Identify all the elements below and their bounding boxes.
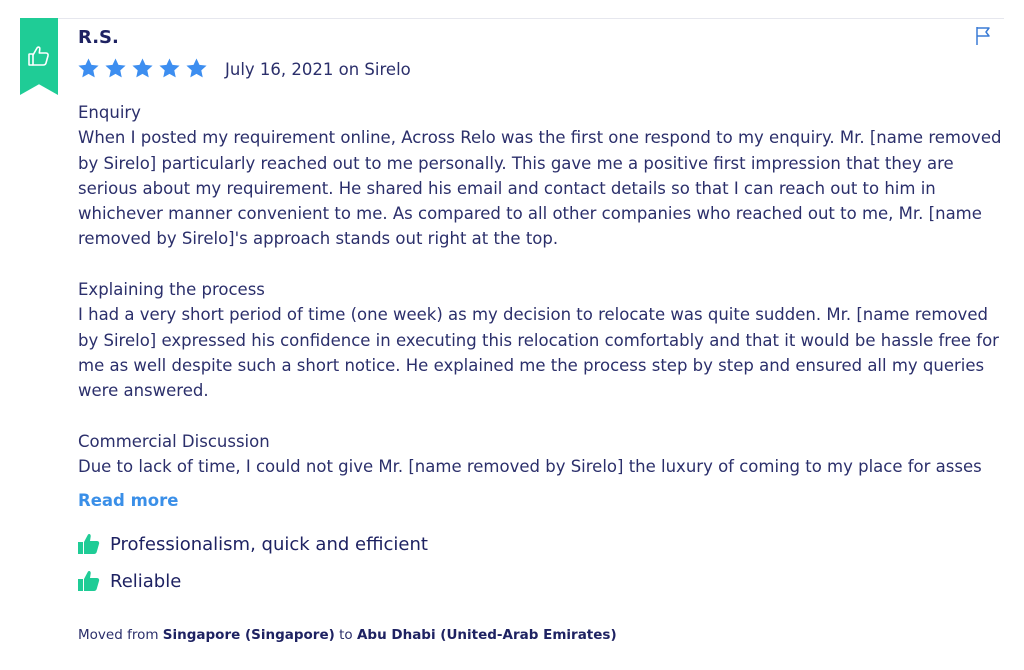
report-flag-button[interactable] [975, 26, 993, 50]
review-date: July 16, 2021 on Sirelo [225, 60, 411, 79]
flag-icon [975, 26, 993, 46]
moved-connector: to [339, 627, 353, 643]
review-text [78, 100, 1003, 476]
thumbs-up-filled-icon [78, 570, 100, 592]
star-rating [77, 57, 208, 80]
star-icon [131, 57, 154, 80]
thumbs-up-icon [27, 44, 51, 68]
star-icon [77, 57, 100, 80]
star-icon [185, 57, 208, 80]
reviewer-name: R.S. [78, 27, 119, 48]
pro-item [78, 533, 428, 555]
thumbs-up-filled-icon [78, 533, 100, 555]
moved-prefix: Moved from [78, 627, 159, 643]
star-icon [104, 57, 127, 80]
recommend-badge [20, 18, 58, 95]
divider [58, 18, 1004, 19]
pro-label: Reliable [110, 570, 182, 592]
pro-label: Professionalism, quick and efficient [110, 533, 428, 555]
moved-from: Singapore (Singapore) [162, 627, 335, 643]
read-more-link[interactable]: Read more [78, 491, 179, 510]
moved-to: Abu Dhabi (United-Arab Emirates) [356, 627, 617, 643]
pro-item [78, 570, 181, 592]
star-icon [158, 57, 181, 80]
review-body: Enquiry When I posted my requirement online, Across Relo was the first one respond to my enquiry. Mr. [name removed by Sirelo] particularly reached out to me personally. This gave me a positive first impression that they are serious about my requirement. He shared his email and contact details so that I can reach out to him in whichever manner convenient to me. As compared to all other companies who reached out to me, Mr. [name removed by Sirelo]'s approach stands out right at the top. Explaining the process I had a very short period of time (one week) as my decision to relocate was quite sudden. Mr. [name removed by Sirelo] expressed his confidence in executing this relocation comfortably and that it would be hassle free for me as well despite such a short notice. He explained me the process step by step and ensured all my queries were answered. Commercial Discussion Due to lack of time, I could not give Mr. [name removed by Sirelo] the luxury of coming to my place for asses [78, 103, 1002, 476]
move-route [78, 627, 617, 643]
